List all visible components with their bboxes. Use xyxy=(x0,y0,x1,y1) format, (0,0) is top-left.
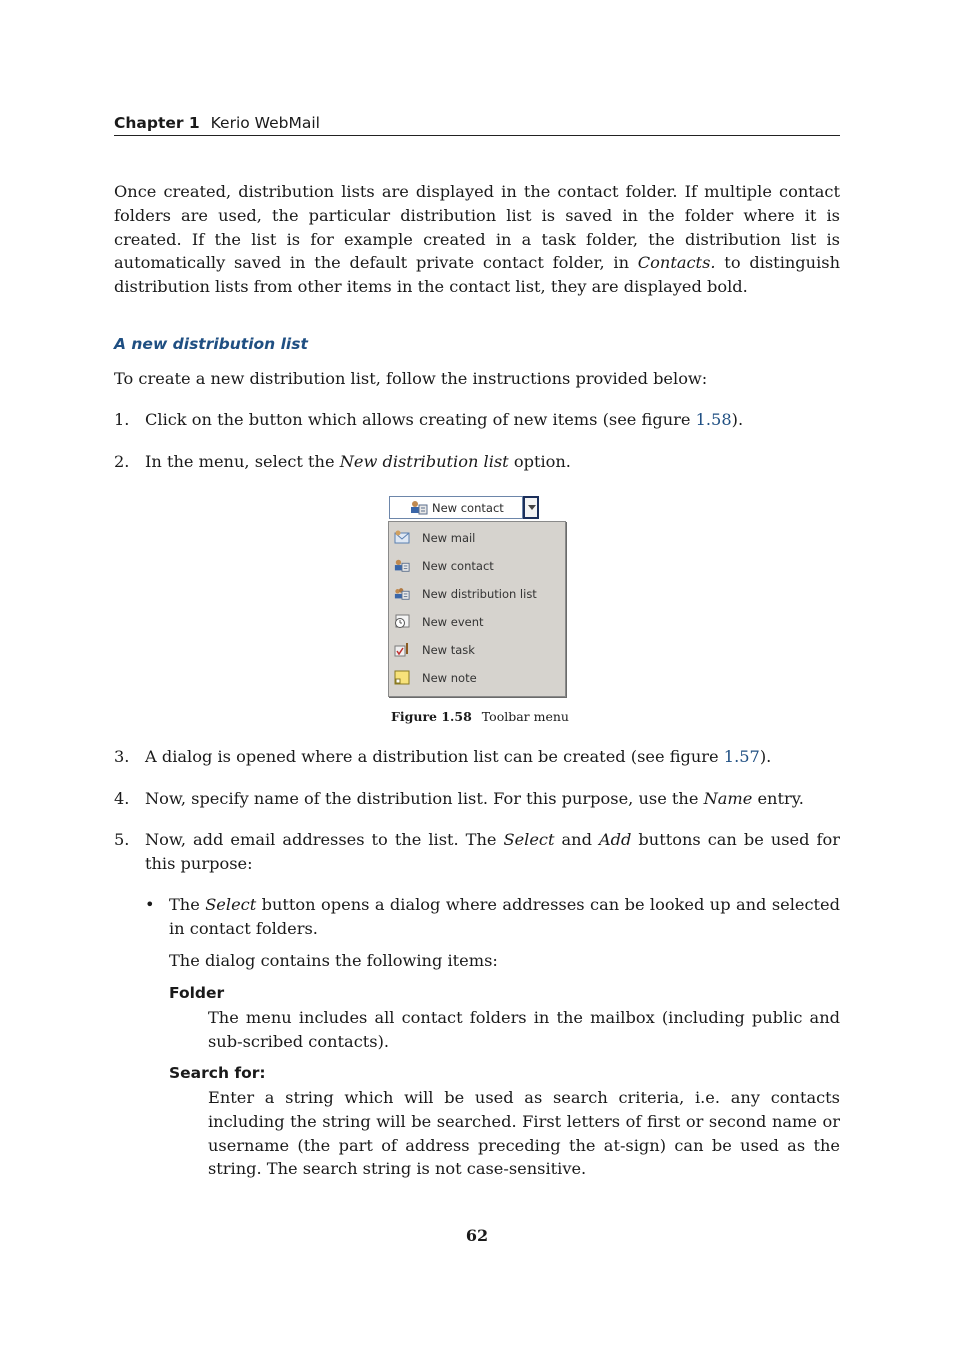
running-header xyxy=(114,114,840,136)
menu-item-new-contact[interactable] xyxy=(389,552,565,580)
definition-term-search: Search for: xyxy=(169,1064,266,1082)
figure-ref-link[interactable]: 1.58 xyxy=(695,410,732,429)
button-label: New contact xyxy=(432,501,504,515)
dropdown-arrow-button[interactable] xyxy=(523,496,539,519)
step-text: Now, specify name of the distribution list. For this purpose, use the xyxy=(145,789,704,808)
page-number: 62 xyxy=(465,1226,489,1245)
instructions-intro: To create a new distribution list, follow the instructions provided below: xyxy=(114,369,708,388)
intro-paragraph xyxy=(114,180,840,299)
contact-icon xyxy=(410,500,428,515)
step-text: Click on the button which allows creating of new items (see figure xyxy=(145,410,696,429)
intro-text-end: to distinguish distribution lists from other items in the contact list, they are displayed bold. xyxy=(114,253,840,297)
menu-item-label: New distribution list xyxy=(422,587,537,601)
subsection-heading: A new distribution list xyxy=(114,335,308,353)
definition-desc-folder: The menu includes all contact folders in the mailbox (including public and sub-scribed contacts). xyxy=(208,1008,840,1051)
figure-ref-link[interactable]: 1.57 xyxy=(723,747,760,766)
task-icon xyxy=(394,642,410,657)
menu-item-label: New note xyxy=(422,671,477,685)
bullet-text-end: button opens a dialog where addresses can be looked up and selected in contact folders. xyxy=(169,895,840,938)
note-icon xyxy=(394,670,410,685)
menu-item-label: New mail xyxy=(422,531,476,545)
step-text: A dialog is opened where a distribution list can be created (see figure xyxy=(145,747,724,766)
dialog-intro: The dialog contains the following items: xyxy=(169,951,498,970)
step-text-end: entry. xyxy=(752,789,804,808)
menu-item-label: New contact xyxy=(422,559,494,573)
step-italic: New distribution list xyxy=(339,452,509,471)
step-text-mid: and xyxy=(554,830,599,849)
bullet-text-start: The xyxy=(169,895,206,914)
definition-term-folder: Folder xyxy=(169,984,225,1002)
step-italic: Select xyxy=(503,830,555,849)
bullet-symbol: • xyxy=(145,895,155,914)
step-italic: Name xyxy=(703,789,753,808)
menu-item-label: New task xyxy=(422,643,475,657)
bullet-italic: Select xyxy=(205,895,257,914)
figure-number: Figure 1.58 xyxy=(391,709,472,724)
step-number: 5. xyxy=(114,830,130,849)
menu-item-label: New event xyxy=(422,615,484,629)
step-number: 3. xyxy=(114,747,130,766)
menu-item-new-task[interactable] xyxy=(389,636,565,664)
step-text-end: option. xyxy=(508,452,571,471)
menu-item-new-distribution-list[interactable] xyxy=(389,580,565,608)
mail-icon xyxy=(394,530,410,545)
figure-caption xyxy=(391,709,569,724)
step-italic-2: Add xyxy=(598,830,632,849)
step-text: In the menu, select the xyxy=(145,452,340,471)
chapter-title: Kerio WebMail xyxy=(210,114,320,132)
step-number: 4. xyxy=(114,789,130,808)
intro-text: Once created, distribution lists are displayed in the contact folder. If multiple contact folders are used, the particular distribution list is saved in the folder where it is created. If the list is for example created in a task folder, the distribution list is automatically saved in the default private contact folder, in xyxy=(114,182,840,273)
menu-item-new-mail[interactable] xyxy=(389,524,565,552)
intro-italic: Contacts. xyxy=(637,253,716,273)
definition-desc-search: Enter a string which will be used as search criteria, i.e. any contacts including the string will be searched. First letters of first or second name or username (the part of address preceding the at-sign) can be used as the string. The search string is not case-sensitive. xyxy=(208,1088,840,1179)
step-text-end: buttons can be used for this purpose: xyxy=(145,830,840,873)
menu-item-new-note[interactable] xyxy=(389,664,565,692)
step-number: 2. xyxy=(114,452,130,471)
step-text-end: ). xyxy=(731,410,744,429)
menu-item-new-event[interactable] xyxy=(389,608,565,636)
step-text: Now, add email addresses to the list. The xyxy=(145,830,504,849)
event-icon xyxy=(394,614,410,629)
new-contact-button[interactable] xyxy=(389,496,523,519)
figure-caption-text: Toolbar menu xyxy=(481,709,569,724)
chapter-label: Chapter 1 xyxy=(114,114,200,132)
bullet-text xyxy=(169,893,840,941)
toolbar-dropdown-menu xyxy=(388,521,566,697)
step-number: 1. xyxy=(114,410,130,429)
contact-icon xyxy=(394,558,410,573)
distribution-list-icon xyxy=(394,586,410,601)
step-text-end: ). xyxy=(759,747,772,766)
